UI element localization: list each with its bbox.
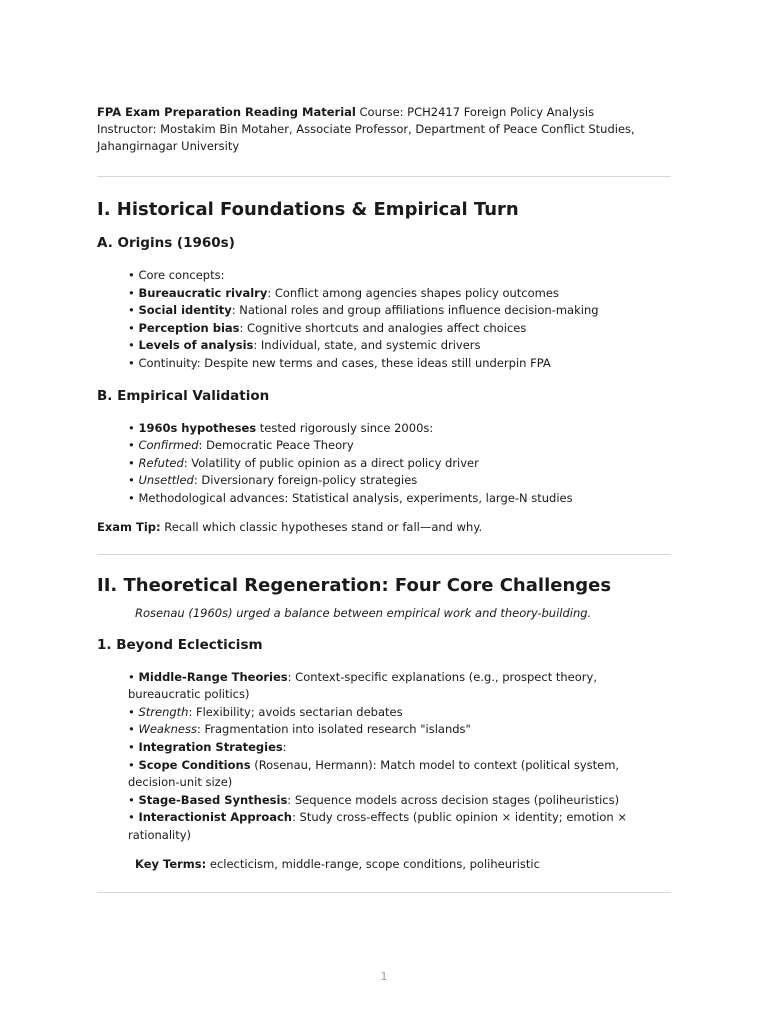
instructor-info: Instructor: Mostakim Bin Motaher, Associate Professor, Department of Peace Conflict Studies, Jahangirnagar University	[97, 122, 635, 153]
list-item: • Integration Strategies:	[128, 739, 671, 757]
list-item: • Weakness: Fragmentation into isolated research "islands"	[128, 721, 671, 739]
list-item: • Unsettled: Diversionary foreign-policy strategies	[128, 472, 671, 490]
list-item: • Perception bias: Cognitive shortcuts and analogies affect choices	[128, 320, 671, 338]
subsection-heading-b: B. Empirical Validation	[97, 387, 270, 404]
exam-tip-text: Recall which classic hypotheses stand or fall—and why.	[160, 519, 483, 534]
subsection-heading-1: 1. Beyond Eclecticism	[97, 636, 263, 653]
list-item: • Bureaucratic rivalry: Conflict among agencies shapes policy outcomes	[128, 285, 671, 303]
list-item: • Strength: Flexibility; avoids sectarian debates	[128, 704, 671, 722]
list-item: • Scope Conditions (Rosenau, Hermann): Match model to context (political system, decision-unit size)	[128, 757, 671, 792]
list-item: • Social identity: National roles and group affiliations influence decision-making	[128, 302, 671, 320]
list-item: • Stage-Based Synthesis: Sequence models across decision stages (poliheuristics)	[128, 792, 671, 810]
page-number: 1	[380, 970, 388, 983]
document-header	[97, 104, 671, 155]
list-item: • Continuity: Despite new terms and cases, these ideas still underpin FPA	[128, 355, 671, 373]
section-heading-2: II. Theoretical Regeneration: Four Core Challenges	[97, 574, 612, 596]
course-info: Course: PCH2417 Foreign Policy Analysis	[355, 105, 595, 119]
document-title: FPA Exam Preparation Reading Material	[97, 105, 356, 119]
list-item: • 1960s hypotheses tested rigorously since 2000s:	[128, 420, 671, 438]
section-heading-1: I. Historical Foundations & Empirical Turn	[97, 199, 519, 220]
list-item: • Middle-Range Theories: Context-specific explanations (e.g., prospect theory, bureaucratic politics)	[128, 669, 671, 704]
key-terms-text: eclecticism, middle-range, scope conditions, poliheuristic	[206, 857, 540, 872]
divider	[97, 554, 671, 555]
list-item: • Refuted: Volatility of public opinion as a direct policy driver	[128, 455, 671, 473]
divider	[97, 892, 671, 893]
document-page	[97, 104, 671, 893]
subsection-heading-a: A. Origins (1960s)	[97, 235, 235, 251]
list-item: • Confirmed: Democratic Peace Theory	[128, 437, 671, 455]
list-item: • Core concepts:	[128, 267, 671, 285]
eclecticism-list	[97, 669, 671, 845]
list-item: • Interactionist Approach: Study cross-effects (public opinion × identity; emotion × rationality)	[128, 809, 671, 844]
rosenau-note: Rosenau (1960s) urged a balance between empirical work and theory-building.	[135, 605, 592, 620]
exam-tip-label: Exam Tip:	[97, 519, 161, 534]
exam-tip	[97, 519, 671, 536]
list-item: • Levels of analysis: Individual, state, and systemic drivers	[128, 337, 671, 355]
validation-list	[97, 420, 671, 508]
key-terms-label: Key Terms:	[135, 857, 207, 872]
origins-list	[97, 267, 671, 373]
key-terms	[97, 856, 671, 873]
divider	[97, 176, 671, 177]
list-item: • Methodological advances: Statistical analysis, experiments, large-N studies	[128, 490, 671, 508]
